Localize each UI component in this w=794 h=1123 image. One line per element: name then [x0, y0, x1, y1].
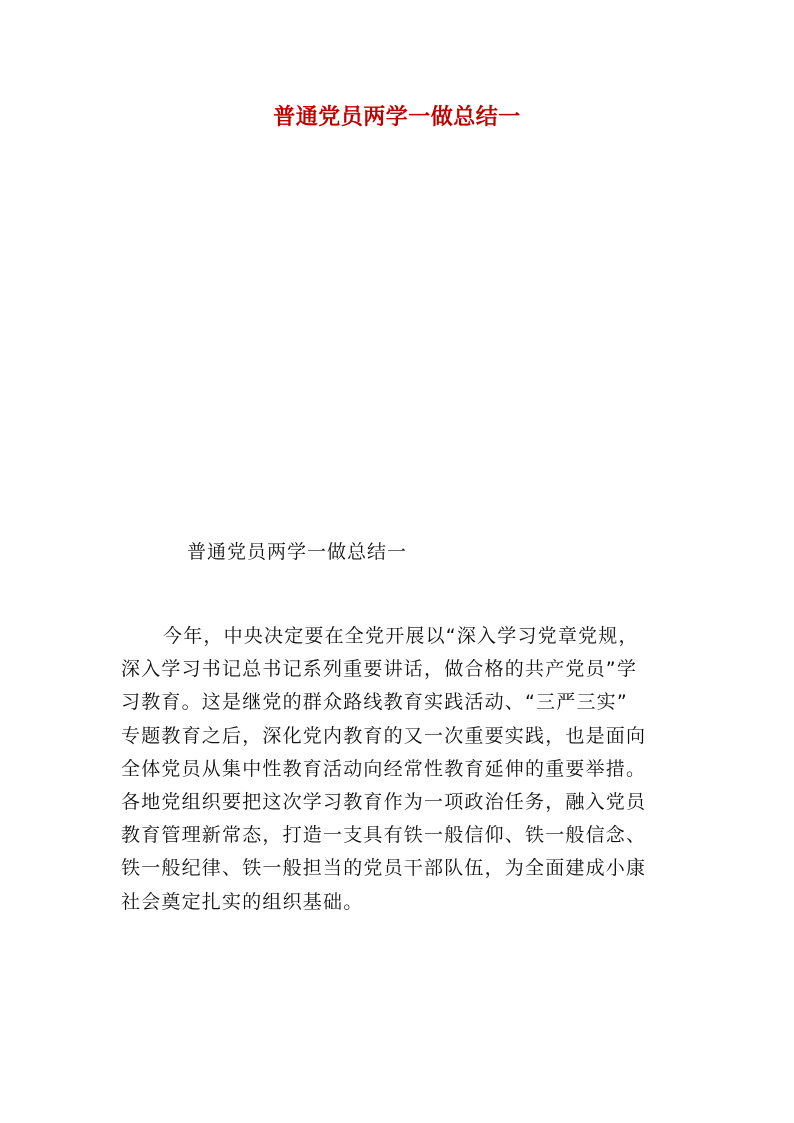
paragraph-line: 各地党组织要把这次学习教育作为一项政治任务，融入党员 — [121, 791, 647, 814]
paragraph-line: 全体党员从集中性教育活动向经常性教育延伸的重要举措。 — [121, 757, 647, 780]
paragraph-line: 深入学习书记总书记系列重要讲话，做合格的共产党员”学 — [121, 658, 638, 681]
paragraph-line: 专题教育之后，深化党内教育的又一次重要实践，也是面向 — [121, 724, 647, 747]
document-title: 普通党员两学一做总结一 — [273, 104, 521, 130]
section-heading: 普通党员两学一做总结一 — [187, 541, 408, 563]
paragraph-line: 今年，中央决定要在全党开展以“深入学习党章党规， — [163, 625, 639, 647]
paragraph-line: 习教育。这是继党的群众路线教育实践活动、“三严三实” — [121, 691, 628, 714]
paragraph-line: 社会奠定扎实的组织基础。 — [121, 890, 364, 913]
body-paragraph — [121, 620, 681, 919]
paragraph-line: 教育管理新常态，打造一支具有铁一般信仰、铁一般信念、 — [121, 824, 647, 847]
paragraph-line: 铁一般纪律、铁一般担当的党员干部队伍，为全面建成小康 — [121, 857, 647, 880]
